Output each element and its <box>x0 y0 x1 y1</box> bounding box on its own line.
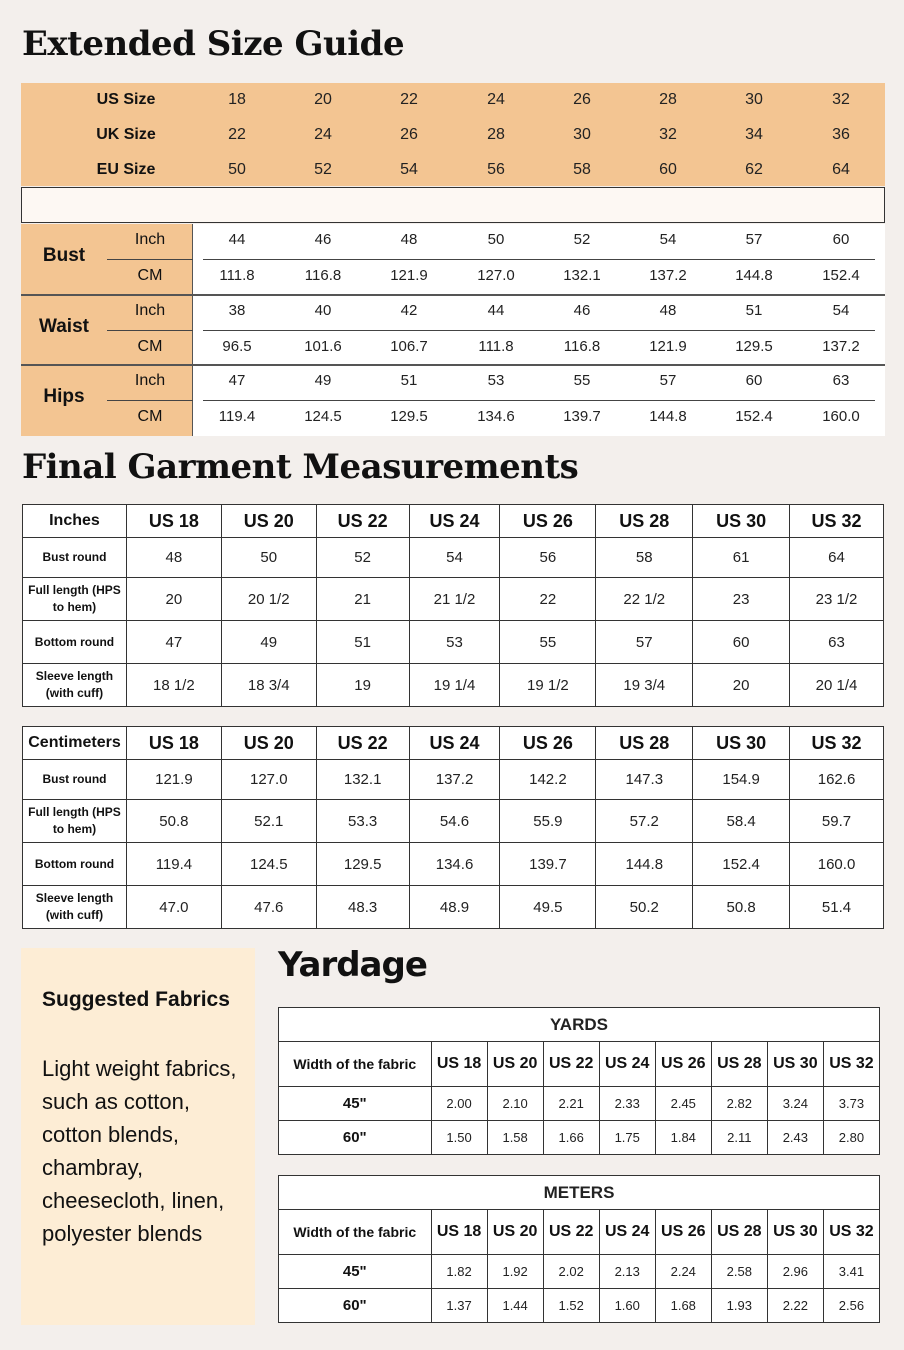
measurement-value: 121.9 <box>649 337 687 355</box>
table-cell: 132.1 <box>316 760 409 800</box>
measurement-value: 38 <box>228 301 246 319</box>
table-cell: 20 1/2 <box>221 578 316 621</box>
size-value: 62 <box>745 161 763 178</box>
size-value: 22 <box>400 91 418 108</box>
table-cell: 23 1/2 <box>790 578 884 621</box>
table-cell: 54 <box>409 538 500 578</box>
table-cell: 1.92 <box>487 1255 543 1289</box>
fabrics-text: Light weight fabrics, such as cotton, cotton blends, chambray, cheesecloth, linen, polyester blends <box>42 1056 237 1246</box>
yardage-table-yards <box>278 1007 880 1155</box>
group-divider <box>21 364 885 366</box>
size-system-label: EU Size <box>96 161 156 178</box>
table-cell: 1.93 <box>711 1289 767 1323</box>
table-cell: 1.58 <box>487 1121 543 1155</box>
measurement-value: 144.8 <box>649 408 687 426</box>
measurement-value: 152.4 <box>822 267 860 284</box>
unit-label: Inch <box>134 231 166 248</box>
row-divider <box>203 400 875 401</box>
table-cell: 2.13 <box>599 1255 655 1289</box>
row-label: Sleeve length (with cuff) <box>23 886 127 929</box>
measurement-value: 57 <box>659 372 677 390</box>
table-cell: 18 3/4 <box>221 664 316 707</box>
measurement-value: 40 <box>314 301 332 319</box>
table-cell: 2.43 <box>767 1121 823 1155</box>
table-cell: 22 <box>500 578 596 621</box>
table-row <box>23 538 884 578</box>
unit-label: CM <box>137 337 163 355</box>
table-cell: 2.10 <box>487 1087 543 1121</box>
table-cell: 144.8 <box>596 843 693 886</box>
table-cell: 58.4 <box>693 800 790 843</box>
table-cell: 1.60 <box>599 1289 655 1323</box>
table-cell: 1.82 <box>431 1255 487 1289</box>
table-cell: 2.00 <box>431 1087 487 1121</box>
table-corner-label: Width of the fabric <box>279 1210 432 1255</box>
table-cell: 57 <box>596 621 693 664</box>
table-row <box>23 664 884 707</box>
measurement-value: 52 <box>573 231 591 248</box>
table-cell: 1.52 <box>543 1289 599 1323</box>
table-cell: 1.84 <box>655 1121 711 1155</box>
table-cell: 53.3 <box>316 800 409 843</box>
table-cell: 129.5 <box>316 843 409 886</box>
table-caption: METERS <box>279 1176 880 1210</box>
size-value: 50 <box>228 161 246 178</box>
row-label: Bust round <box>23 538 127 578</box>
measurement-value: 124.5 <box>304 408 342 426</box>
table-cell: 1.37 <box>431 1289 487 1323</box>
table-cell: 47.6 <box>221 886 316 929</box>
table-cell: 2.24 <box>655 1255 711 1289</box>
size-row <box>21 153 885 187</box>
size-system-label: UK Size <box>96 126 156 143</box>
divider-strip <box>21 187 885 223</box>
measurement-group-label: Bust <box>42 245 86 266</box>
unit-label: Inch <box>134 301 166 319</box>
table-cell: 2.02 <box>543 1255 599 1289</box>
fabric-width-label: 45" <box>279 1087 432 1121</box>
size-column-header: US 26 <box>500 727 596 760</box>
table-cell: 1.66 <box>543 1121 599 1155</box>
measurement-value: 111.8 <box>478 337 514 355</box>
table-cell: 23 <box>693 578 790 621</box>
table-corner-label: Centimeters <box>23 727 127 760</box>
measurement-value: 152.4 <box>735 408 773 426</box>
measurement-value: 106.7 <box>390 337 428 355</box>
table-cell: 127.0 <box>221 760 316 800</box>
row-label: Bottom round <box>23 843 127 886</box>
table-row <box>279 1087 880 1121</box>
table-corner-label: Inches <box>23 505 127 538</box>
size-column-header: US 24 <box>409 727 500 760</box>
measurement-value: 47 <box>228 372 246 390</box>
size-value: 54 <box>400 161 418 178</box>
table-cell: 2.56 <box>823 1289 879 1323</box>
table-cell: 1.44 <box>487 1289 543 1323</box>
size-column-header: US 20 <box>221 727 316 760</box>
table-cell: 50 <box>221 538 316 578</box>
table-cell: 49 <box>221 621 316 664</box>
table-cell: 54.6 <box>409 800 500 843</box>
unit-label: CM <box>137 267 163 284</box>
fabrics-title: Suggested Fabrics <box>42 988 230 1011</box>
measurement-value: 44 <box>228 231 246 248</box>
garment-table-centimeters <box>22 726 884 929</box>
table-cell: 2.22 <box>767 1289 823 1323</box>
size-column-header: US 26 <box>655 1042 711 1087</box>
table-cell: 52 <box>316 538 409 578</box>
table-cell: 56 <box>500 538 596 578</box>
measurement-value: 54 <box>832 301 850 319</box>
table-cell: 48.3 <box>316 886 409 929</box>
table-row <box>23 800 884 843</box>
measurement-value: 132.1 <box>563 267 601 284</box>
unit-divider <box>107 259 193 260</box>
table-cell: 21 <box>316 578 409 621</box>
measurement-value: 139.7 <box>563 408 601 426</box>
table-cell: 3.24 <box>767 1087 823 1121</box>
table-cell: 139.7 <box>500 843 596 886</box>
measurement-value: 129.5 <box>390 408 428 426</box>
measurement-value: 60 <box>745 372 763 390</box>
table-cell: 55 <box>500 621 596 664</box>
size-column-header: US 24 <box>599 1210 655 1255</box>
table-cell: 1.68 <box>655 1289 711 1323</box>
table-corner-label: Width of the fabric <box>279 1042 432 1087</box>
measurement-value: 121.9 <box>390 267 428 284</box>
table-row <box>23 886 884 929</box>
size-guide-title: Extended Size Guide <box>22 24 405 64</box>
measurement-value: 127.0 <box>477 267 515 284</box>
unit-divider <box>107 400 193 401</box>
table-cell: 124.5 <box>221 843 316 886</box>
table-cell: 147.3 <box>596 760 693 800</box>
measurement-value: 60 <box>832 231 850 248</box>
size-column-header: US 32 <box>790 505 884 538</box>
size-column-header: US 26 <box>500 505 596 538</box>
table-cell: 48 <box>126 538 221 578</box>
size-column-header: US 18 <box>126 505 221 538</box>
size-value: 56 <box>487 161 505 178</box>
measurement-value: 46 <box>573 301 591 319</box>
row-label: Sleeve length (with cuff) <box>23 664 127 707</box>
measurement-value: 46 <box>314 231 332 248</box>
size-column-header: US 32 <box>790 727 884 760</box>
table-cell: 1.75 <box>599 1121 655 1155</box>
size-column-header: US 28 <box>596 505 693 538</box>
size-value: 24 <box>487 91 505 108</box>
measurement-value: 137.2 <box>649 267 687 284</box>
measurement-value: 44 <box>487 301 505 319</box>
measurement-value: 116.8 <box>304 267 342 284</box>
yardage-title: Yardage <box>278 945 427 985</box>
table-cell: 19 1/4 <box>409 664 500 707</box>
table-cell: 134.6 <box>409 843 500 886</box>
size-row <box>21 118 885 152</box>
garment-table-inches <box>22 504 884 707</box>
size-value: 32 <box>832 91 850 108</box>
measurement-value: 96.5 <box>222 337 252 355</box>
table-cell: 1.50 <box>431 1121 487 1155</box>
row-label: Bottom round <box>23 621 127 664</box>
size-value: 32 <box>659 126 677 143</box>
unit-label: Inch <box>134 372 166 390</box>
table-cell: 152.4 <box>693 843 790 886</box>
size-value: 28 <box>487 126 505 143</box>
table-cell: 2.58 <box>711 1255 767 1289</box>
measurement-value: 137.2 <box>822 337 860 355</box>
measurement-value: 54 <box>659 231 677 248</box>
size-column-header: US 18 <box>431 1042 487 1087</box>
table-cell: 19 1/2 <box>500 664 596 707</box>
measurement-labels <box>21 224 193 436</box>
size-column-header: US 24 <box>409 505 500 538</box>
size-column-header: US 18 <box>126 727 221 760</box>
size-column-header: US 22 <box>543 1210 599 1255</box>
table-cell: 2.21 <box>543 1087 599 1121</box>
fabric-width-label: 60" <box>279 1289 432 1323</box>
table-cell: 18 1/2 <box>126 664 221 707</box>
table-cell: 64 <box>790 538 884 578</box>
size-column-header: US 18 <box>431 1210 487 1255</box>
row-label: Full length (HPS to hem) <box>23 800 127 843</box>
measurement-values <box>193 224 885 436</box>
table-cell: 55.9 <box>500 800 596 843</box>
table-cell: 2.82 <box>711 1087 767 1121</box>
table-row <box>23 578 884 621</box>
table-cell: 57.2 <box>596 800 693 843</box>
measurement-value: 49 <box>314 372 332 390</box>
size-value: 58 <box>573 161 591 178</box>
size-column-header: US 20 <box>487 1210 543 1255</box>
table-cell: 2.80 <box>823 1121 879 1155</box>
table-row <box>23 760 884 800</box>
table-cell: 60 <box>693 621 790 664</box>
table-cell: 137.2 <box>409 760 500 800</box>
size-column-header: US 30 <box>693 727 790 760</box>
measurement-value: 48 <box>659 301 677 319</box>
measurement-value: 160.0 <box>822 408 860 426</box>
table-row <box>23 843 884 886</box>
size-column-header: US 30 <box>767 1210 823 1255</box>
measurement-value: 57 <box>745 231 763 248</box>
measurement-value: 116.8 <box>563 337 601 355</box>
size-column-header: US 32 <box>823 1210 879 1255</box>
size-value: 30 <box>573 126 591 143</box>
table-cell: 50.8 <box>126 800 221 843</box>
table-cell: 162.6 <box>790 760 884 800</box>
measurement-value: 55 <box>573 372 591 390</box>
size-column-header: US 22 <box>543 1042 599 1087</box>
size-value: 20 <box>314 91 332 108</box>
size-value: 64 <box>832 161 850 178</box>
measurement-value: 144.8 <box>735 267 773 284</box>
table-cell: 51 <box>316 621 409 664</box>
size-column-header: US 28 <box>596 727 693 760</box>
table-cell: 19 <box>316 664 409 707</box>
size-value: 22 <box>228 126 246 143</box>
garment-title: Final Garment Measurements <box>22 447 579 487</box>
table-cell: 3.41 <box>823 1255 879 1289</box>
size-column-header: US 28 <box>711 1042 767 1087</box>
table-cell: 52.1 <box>221 800 316 843</box>
size-column-header: US 26 <box>655 1210 711 1255</box>
size-column-header: US 30 <box>693 505 790 538</box>
table-cell: 2.33 <box>599 1087 655 1121</box>
size-column-header: US 30 <box>767 1042 823 1087</box>
size-column-header: US 28 <box>711 1210 767 1255</box>
table-cell: 2.96 <box>767 1255 823 1289</box>
size-column-header: US 20 <box>487 1042 543 1087</box>
table-cell: 2.45 <box>655 1087 711 1121</box>
table-cell: 3.73 <box>823 1087 879 1121</box>
measurement-value: 50 <box>487 231 505 248</box>
measurement-value: 53 <box>487 372 505 390</box>
table-cell: 142.2 <box>500 760 596 800</box>
size-column-header: US 22 <box>316 727 409 760</box>
fabric-width-label: 60" <box>279 1121 432 1155</box>
table-cell: 2.11 <box>711 1121 767 1155</box>
size-column-header: US 24 <box>599 1042 655 1087</box>
body-measurements-table <box>21 224 885 436</box>
measurement-value: 42 <box>400 301 418 319</box>
table-row <box>279 1289 880 1323</box>
size-column-header: US 22 <box>316 505 409 538</box>
measurement-value: 111.8 <box>219 267 255 284</box>
size-value: 36 <box>832 126 850 143</box>
measurement-value: 51 <box>400 372 418 390</box>
size-value: 24 <box>314 126 332 143</box>
table-cell: 20 <box>126 578 221 621</box>
unit-divider <box>107 330 193 331</box>
table-cell: 50.2 <box>596 886 693 929</box>
table-cell: 50.8 <box>693 886 790 929</box>
table-cell: 47.0 <box>126 886 221 929</box>
row-label: Bust round <box>23 760 127 800</box>
size-conversion-header <box>21 83 885 186</box>
size-value: 18 <box>228 91 246 108</box>
size-value: 26 <box>400 126 418 143</box>
table-row <box>279 1121 880 1155</box>
table-cell: 154.9 <box>693 760 790 800</box>
measurement-value: 129.5 <box>735 337 773 355</box>
measurement-value: 119.4 <box>218 408 256 426</box>
measurement-group-label: Hips <box>43 386 85 408</box>
group-divider <box>21 294 885 296</box>
fabric-width-label: 45" <box>279 1255 432 1289</box>
measurement-value: 63 <box>832 372 850 390</box>
size-column-header: US 32 <box>823 1042 879 1087</box>
table-cell: 61 <box>693 538 790 578</box>
yardage-table-meters <box>278 1175 880 1323</box>
table-cell: 121.9 <box>126 760 221 800</box>
row-label: Full length (HPS to hem) <box>23 578 127 621</box>
table-cell: 119.4 <box>126 843 221 886</box>
measurement-group-label: Waist <box>39 315 89 337</box>
size-value: 30 <box>745 91 763 108</box>
size-value: 52 <box>314 161 332 178</box>
table-cell: 58 <box>596 538 693 578</box>
measurement-value: 134.6 <box>477 408 515 426</box>
table-cell: 51.4 <box>790 886 884 929</box>
measurement-value: 101.6 <box>304 337 342 355</box>
table-row <box>279 1255 880 1289</box>
size-value: 28 <box>659 91 677 108</box>
suggested-fabrics-panel <box>21 948 255 1325</box>
measurement-value: 48 <box>400 231 418 248</box>
size-column-header: US 20 <box>221 505 316 538</box>
size-value: 60 <box>659 161 677 178</box>
table-cell: 20 1/4 <box>790 664 884 707</box>
size-system-label: US Size <box>96 91 156 108</box>
unit-label: CM <box>137 408 163 426</box>
table-cell: 19 3/4 <box>596 664 693 707</box>
table-cell: 20 <box>693 664 790 707</box>
table-cell: 53 <box>409 621 500 664</box>
size-value: 34 <box>745 126 763 143</box>
row-divider <box>203 259 875 260</box>
table-cell: 49.5 <box>500 886 596 929</box>
size-value: 26 <box>573 91 591 108</box>
measurement-value: 51 <box>745 301 763 319</box>
table-cell: 22 1/2 <box>596 578 693 621</box>
table-cell: 21 1/2 <box>409 578 500 621</box>
table-cell: 63 <box>790 621 884 664</box>
table-cell: 160.0 <box>790 843 884 886</box>
table-cell: 59.7 <box>790 800 884 843</box>
table-row <box>23 621 884 664</box>
size-row <box>21 83 885 117</box>
table-cell: 47 <box>126 621 221 664</box>
table-caption: YARDS <box>279 1008 880 1042</box>
row-divider <box>203 330 875 331</box>
table-cell: 48.9 <box>409 886 500 929</box>
